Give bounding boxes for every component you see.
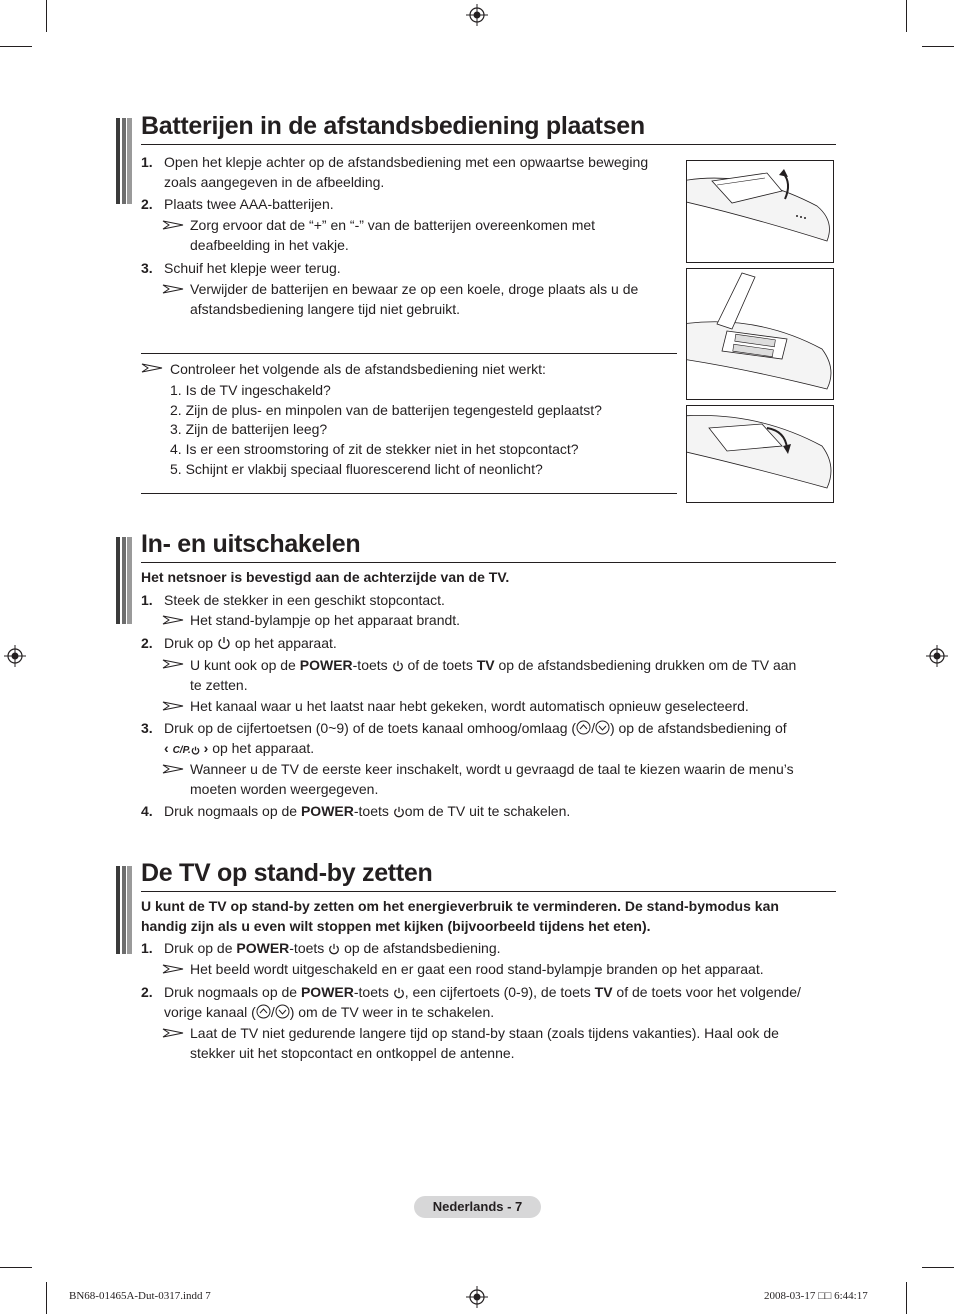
chevron-right-icon: › xyxy=(203,740,209,756)
remote-illustration-close-cover xyxy=(686,405,834,503)
step-text-part: / xyxy=(591,720,595,736)
step-text-part: op het apparaat. xyxy=(212,740,315,756)
note-arrow-icon xyxy=(162,614,184,626)
power-label: POWER xyxy=(300,984,354,1000)
power-label: POWER xyxy=(300,803,354,819)
note-part: op de afstandsbediening drukken om de TV aan xyxy=(498,657,797,673)
registration-mark-icon xyxy=(466,4,488,26)
note-text: deafbeelding in het vakje. xyxy=(190,237,349,253)
section-rule xyxy=(141,562,836,563)
note-arrow-icon xyxy=(162,658,184,670)
step-text xyxy=(164,801,570,821)
step-text-part: -toets xyxy=(353,984,389,1000)
section-rule xyxy=(141,144,836,145)
check-item: 1. Is de TV ingeschakeld? xyxy=(170,382,331,398)
check-item: 3. Zijn de batterijen leeg? xyxy=(170,421,328,437)
divider xyxy=(141,493,677,494)
step-text: Steek de stekker in een geschikt stopcontact. xyxy=(164,592,445,608)
step-text-part: Druk op de xyxy=(164,940,233,956)
section-title-batteries: Batterijen in de afstandsbediening plaatsen xyxy=(141,112,645,140)
note-arrow-icon xyxy=(162,700,184,712)
step-text-part: / xyxy=(270,1004,275,1020)
channel-down-icon xyxy=(275,1004,290,1019)
step-text xyxy=(164,718,787,738)
step-number: 1. xyxy=(141,592,153,608)
cp-button-label: C/P. xyxy=(172,745,191,756)
crop-mark xyxy=(0,1267,32,1268)
power-label: POWER xyxy=(299,657,353,673)
section-bar xyxy=(116,118,132,204)
crop-mark xyxy=(906,0,907,32)
power-icon xyxy=(393,806,405,818)
note-text: Het kanaal waar u het laatst naar hebt gekeken, wordt automatisch opnieuw geselecteerd. xyxy=(190,698,749,714)
note-part: U kunt ook op de xyxy=(190,657,296,673)
power-icon xyxy=(328,943,340,955)
step-text-part: of de toets voor het volgende/ xyxy=(616,984,801,1000)
section-lead: U kunt de TV op stand-by zetten om het energieverbruik te verminderen. De stand-bymodus kan xyxy=(141,898,779,914)
remote-illustration-open-cover xyxy=(686,160,834,263)
note-text: Zorg ervoor dat de “+” en “-” van de batterijen overeenkomen met xyxy=(190,217,596,233)
remote-illustration-batteries xyxy=(686,268,834,400)
power-label: POWER xyxy=(236,940,290,956)
note-text: stekker uit het stopcontact en ontkoppel de antenne. xyxy=(190,1045,515,1061)
crop-mark xyxy=(46,1282,47,1314)
note-arrow-icon xyxy=(162,763,184,775)
note-arrow-icon xyxy=(162,963,184,975)
section-rule xyxy=(141,891,836,892)
power-icon xyxy=(392,660,404,672)
note-text: Verwijder de batterijen en bewaar ze op een koele, droge plaats als u de xyxy=(190,281,639,297)
registration-mark-icon xyxy=(466,1286,488,1308)
tv-label: TV xyxy=(476,657,495,673)
crop-mark xyxy=(46,0,47,32)
section-lead: handig zijn als u even wilt stoppen met kijken (bijvoorbeeld tijdens het eten). xyxy=(141,918,651,934)
step-text: Open het klepje achter op de afstandsbediening met een opwaartse beweging xyxy=(164,154,649,170)
step-text-part: ) op de afstandsbediening of xyxy=(609,720,787,736)
step-text-part: Druk op xyxy=(164,635,214,651)
step-text xyxy=(164,1002,494,1022)
slug-timestamp: 2008-03-17 □□ 6:44:17 xyxy=(764,1290,868,1302)
step-number: 4. xyxy=(141,803,153,819)
crop-mark xyxy=(0,46,32,47)
check-item: 5. Schijnt er vlakbij speciaal fluorescerend licht of neonlicht? xyxy=(170,461,543,477)
step-number: 3. xyxy=(141,260,153,276)
power-icon xyxy=(217,636,231,650)
registration-mark-icon xyxy=(926,645,948,667)
step-text-part: Druk op de cijfertoetsen (0~9) of de toets kanaal omhoog/omlaag ( xyxy=(164,720,577,736)
section-lead: Het netsnoer is bevestigd aan de achterzijde van de TV. xyxy=(141,569,510,585)
step-text-part: vorige kanaal ( xyxy=(164,1004,256,1020)
section-title-standby: De TV op stand-by zetten xyxy=(141,859,433,887)
note-part: of de toets xyxy=(407,657,473,673)
section-bar xyxy=(116,866,132,954)
note-part: -toets xyxy=(352,657,388,673)
note-text: Wanneer u de TV de eerste keer inschakelt, wordt u gevraagd de taal te kiezen waarin de menu’s xyxy=(190,761,794,777)
tv-label: TV xyxy=(594,984,613,1000)
step-text-part: Druk nogmaals op de xyxy=(164,984,298,1000)
note-text: Het stand-bylampje op het apparaat brandt. xyxy=(190,612,461,628)
step-number: 1. xyxy=(141,154,153,170)
step-number: 2. xyxy=(141,635,153,651)
crop-mark xyxy=(922,46,954,47)
step-text-part: ) om de TV weer in te schakelen. xyxy=(289,1004,495,1020)
step-text-part: om de TV uit te schakelen. xyxy=(404,803,571,819)
note-text: Het beeld wordt uitgeschakeld en er gaat een rood stand-bylampje branden op het apparaat. xyxy=(190,961,764,977)
note-text: te zetten. xyxy=(190,677,248,693)
crop-mark xyxy=(922,1267,954,1268)
step-number: 2. xyxy=(141,984,153,1000)
step-text-part: -toets xyxy=(289,940,325,956)
check-item: 4. Is er een stroomstoring of zit de stekker niet in het stopcontact? xyxy=(170,441,579,457)
check-item: 2. Zijn de plus- en minpolen van de batterijen tegengesteld geplaatst? xyxy=(170,402,602,418)
section-bar xyxy=(116,537,132,624)
power-icon xyxy=(393,987,405,999)
crop-mark xyxy=(906,1282,907,1314)
step-text-part: -toets xyxy=(353,803,389,819)
note-arrow-icon xyxy=(162,283,184,295)
note-arrow-icon xyxy=(162,1027,184,1039)
step-text-part: , een cijfertoets (0-9), de toets xyxy=(404,984,591,1000)
step-text: Plaats twee AAA-batterijen. xyxy=(164,196,334,212)
note-arrow-icon xyxy=(141,362,163,374)
note-text xyxy=(190,655,796,675)
note-text: afstandsbediening langere tijd niet gebruikt. xyxy=(190,301,461,317)
step-number: 2. xyxy=(141,196,153,212)
step-text: Schuif het klepje weer terug. xyxy=(164,260,341,276)
channel-down-icon xyxy=(595,720,610,735)
channel-up-icon xyxy=(256,1004,271,1019)
step-text-part: Druk nogmaals op de xyxy=(164,803,298,819)
step-text xyxy=(164,982,801,1002)
step-number: 1. xyxy=(141,940,153,956)
step-text xyxy=(164,633,337,653)
slug-filename: BN68-01465A-Dut-0317.indd 7 xyxy=(69,1290,211,1302)
check-intro: Controleer het volgende als de afstandsbediening niet werkt: xyxy=(170,361,546,377)
step-text xyxy=(164,938,501,958)
registration-mark-icon xyxy=(4,645,26,667)
section-title-onoff: In- en uitschakelen xyxy=(141,530,361,558)
step-text-part: op het apparaat. xyxy=(234,635,337,651)
step-text: zoals aangegeven in de afbeelding. xyxy=(164,174,385,190)
note-text: moeten worden weergegeven. xyxy=(190,781,379,797)
chevron-left-icon: ‹ xyxy=(164,740,169,756)
step-number: 3. xyxy=(141,720,153,736)
step-text xyxy=(164,738,314,761)
power-icon xyxy=(191,746,200,755)
note-arrow-icon xyxy=(162,219,184,231)
page-number-label: Nederlands - 7 xyxy=(414,1196,541,1218)
note-text: Laat de TV niet gedurende langere tijd op stand-by staan (zoals tijdens vakanties). Haal ook de xyxy=(190,1025,779,1041)
channel-up-icon xyxy=(576,720,591,735)
step-text-part: op de afstandsbediening. xyxy=(344,940,501,956)
divider xyxy=(141,353,677,354)
